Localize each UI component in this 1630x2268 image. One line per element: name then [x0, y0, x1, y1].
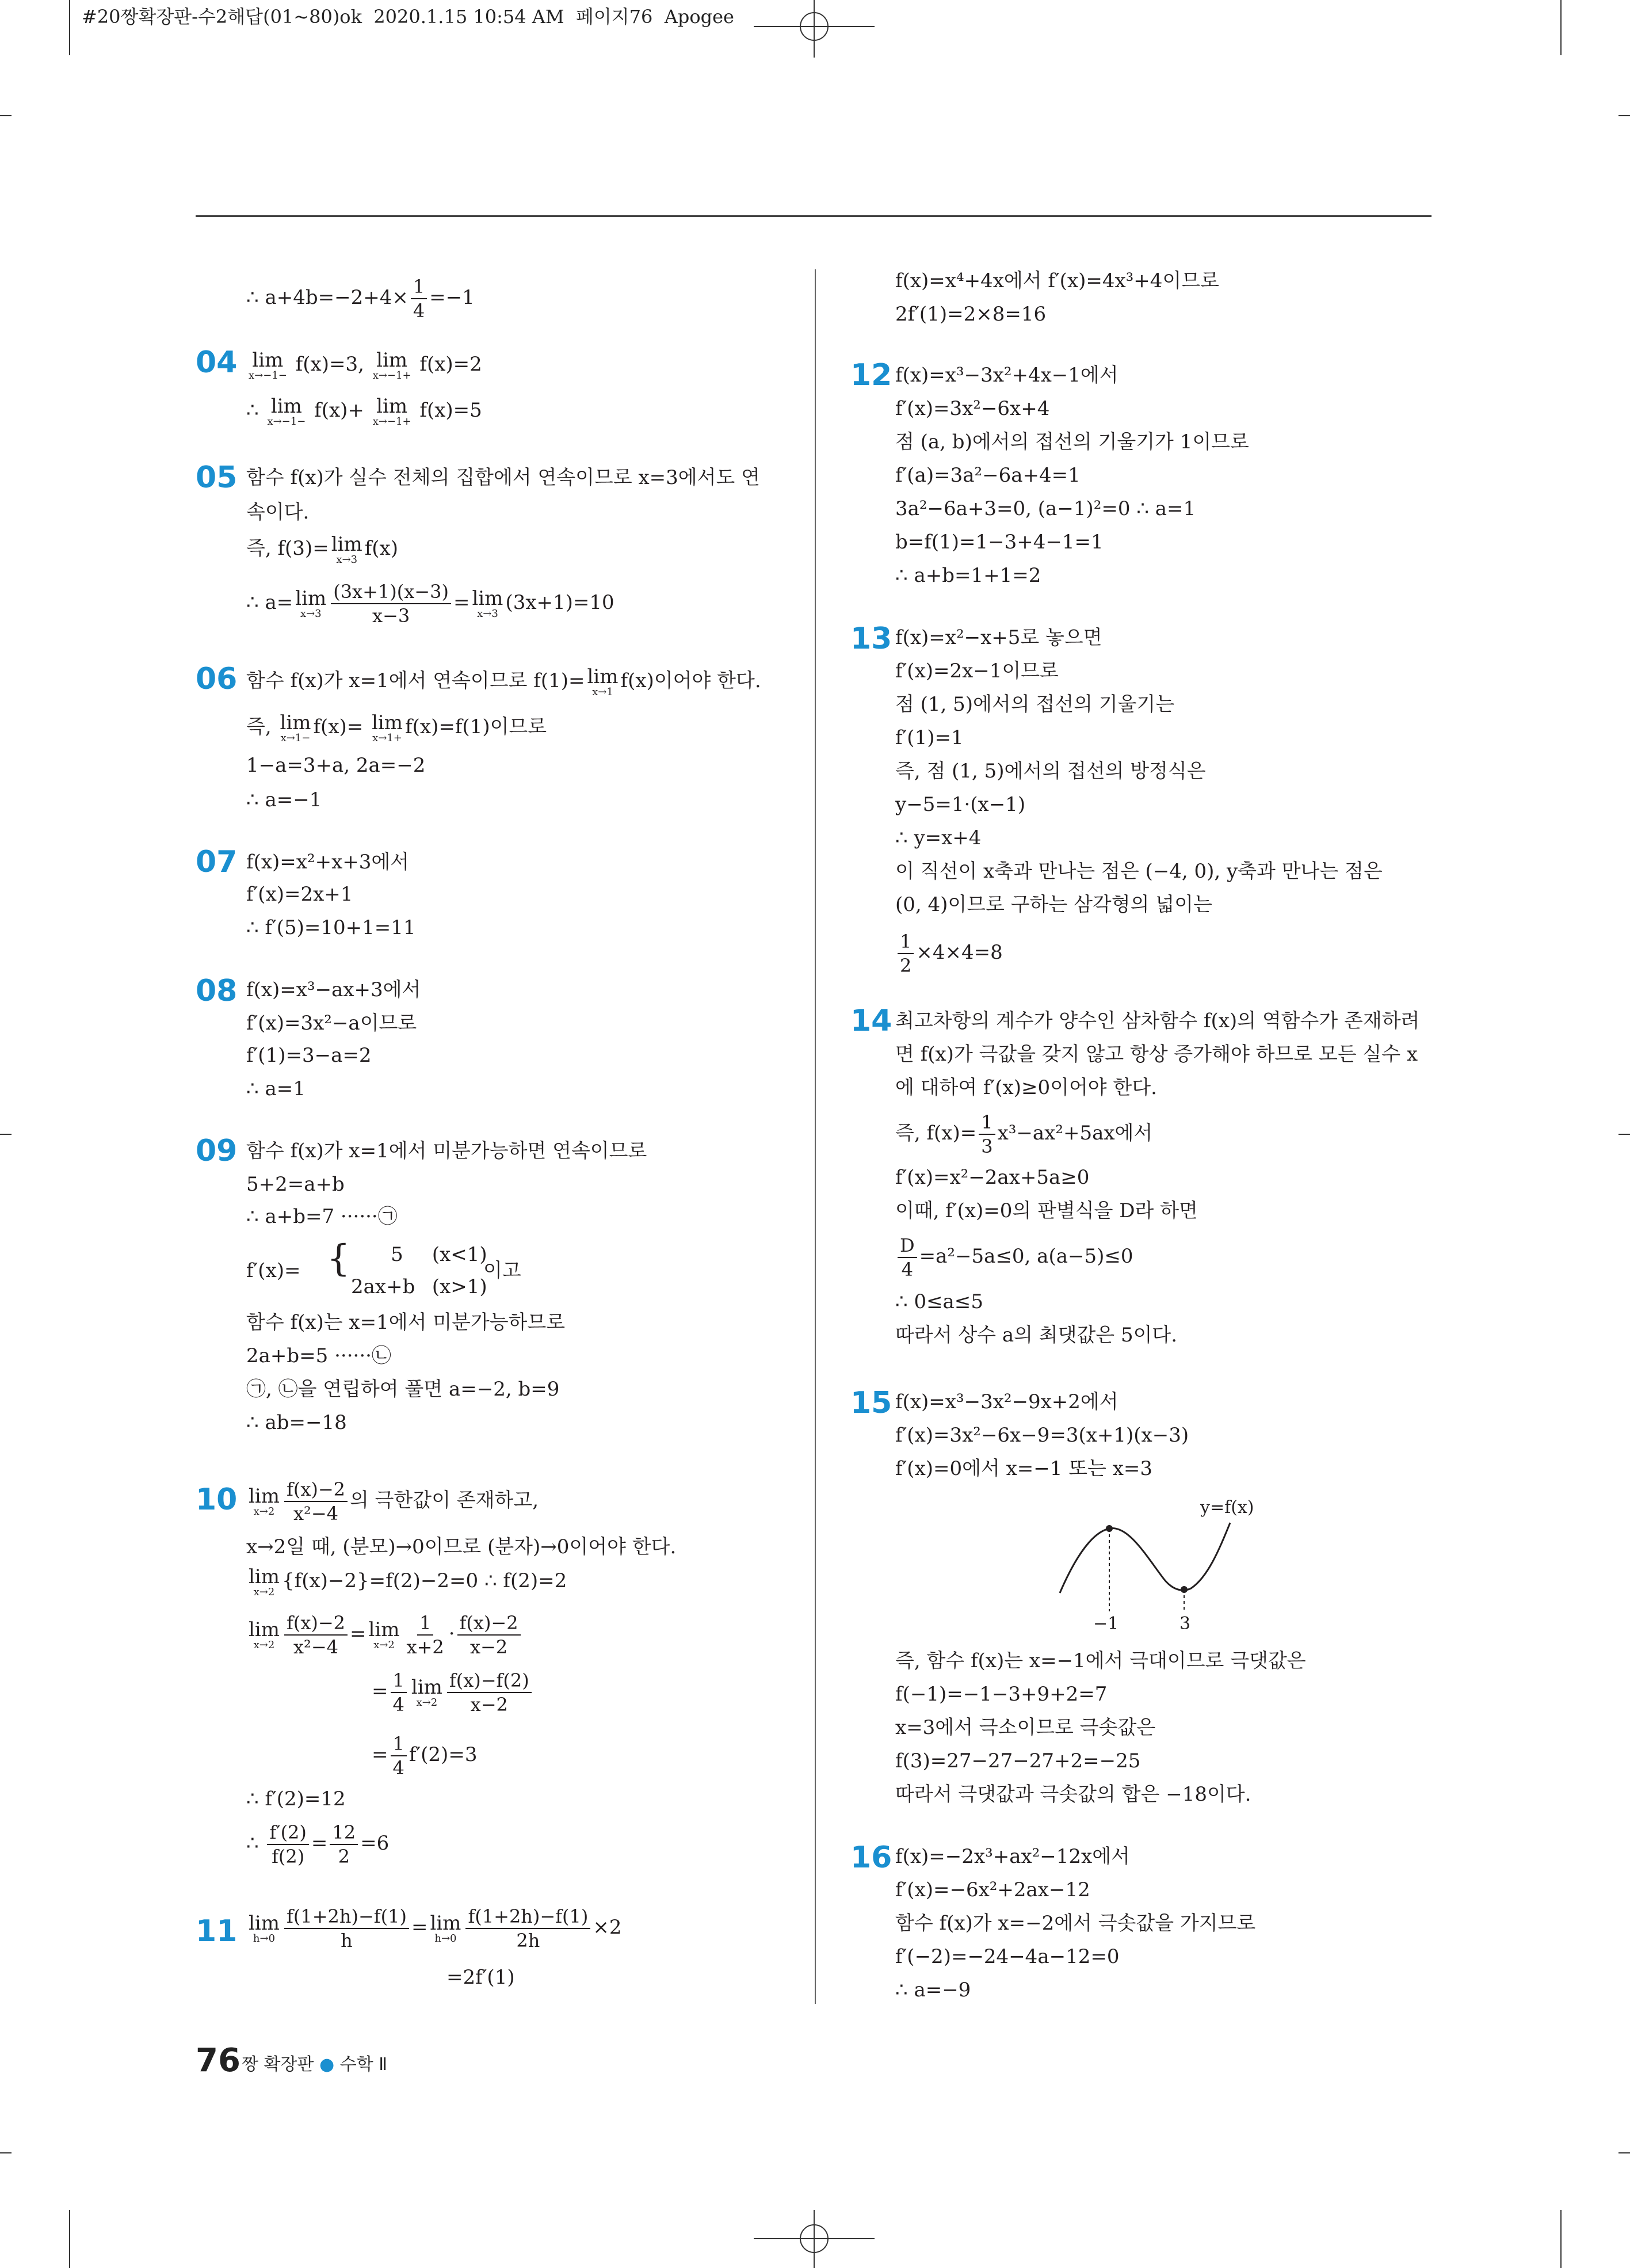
solution-line: f′(1)=1 — [895, 726, 964, 749]
solution-line: x=3에서 극소이므로 극솟값은 — [895, 1716, 1156, 1739]
problem-number: 12 — [850, 358, 892, 392]
solution-line: 5+2=a+b — [246, 1173, 345, 1196]
solution-line: = $\frac{1}{4}$ lim x→2 $\frac{f(x)-f(2)}{x-2}$ — [372, 1669, 534, 1716]
tick-label: −1 — [1093, 1614, 1119, 1634]
crop-mark — [69, 0, 70, 55]
problem-number: 09 — [196, 1134, 238, 1168]
solution-line: ∴ a+b=1+1=2 — [895, 564, 1041, 587]
solution-line: 즉, 점 (1, 5)에서의 접선의 방정식은 — [895, 760, 1206, 783]
crop-mark — [1618, 1134, 1630, 1135]
crop-mark — [69, 2210, 70, 2268]
fraction: $\frac{(3x+1)(x-3)}{x-3}$ — [331, 580, 451, 627]
solution-line: lim x→−1− f(x)=3, lim x→−1+ f(x)=2 — [249, 349, 482, 382]
solution-line: f(x)=x³−3x²+4x−1에서 — [895, 364, 1119, 387]
solution-line: f′(−2)=−24−4a−12=0 — [895, 1945, 1120, 1968]
solution-line: f′(x)=2x+1 — [246, 883, 353, 906]
solution-line: 따라서 극댓값과 극솟값의 합은 −18이다. — [895, 1783, 1251, 1806]
solution-line: f(x)=−2x³+ax²−12x에서 — [895, 1845, 1130, 1868]
bullet-icon: ● — [319, 2054, 335, 2075]
problem-number: 13 — [850, 622, 892, 656]
solution-line: 즉, lim x→1− f(x)= lim x→1+ f(x)=f(1)이므로 — [246, 711, 547, 744]
header-rule — [196, 215, 1432, 217]
problem-number: 10 — [196, 1482, 238, 1517]
solution-line: 함수 f(x)가 x=1에서 미분가능하면 연속이므로 — [246, 1139, 647, 1162]
crop-mark — [0, 115, 12, 116]
solution-line: ∴ f′(2)=12 — [246, 1787, 346, 1810]
solution-line: f′(x)= — [246, 1259, 301, 1282]
solution-line: (0, 4)이므로 구하는 삼각형의 넓이는 — [895, 893, 1212, 916]
crop-mark — [0, 1134, 12, 1135]
problem-number: 08 — [196, 974, 238, 1008]
solution-line: f(x)=x⁴+4x에서 f′(x)=4x³+4이므로 — [895, 269, 1219, 292]
crop-mark — [1560, 2210, 1562, 2268]
solution-line: f′(x)=3x²−6x−9=3(x+1)(x−3) — [895, 1424, 1189, 1447]
solution-line: f′(x)=0에서 x=−1 또는 x=3 — [895, 1457, 1153, 1480]
solution-line: 면 f(x)가 극값을 갖지 않고 항상 증가해야 하므로 모든 실수 x — [895, 1043, 1418, 1066]
solution-line: 즉, 함수 f(x)는 x=−1에서 극대이므로 극댓값은 — [895, 1649, 1306, 1672]
solution-line: f(3)=27−27−27+2=−25 — [895, 1749, 1141, 1773]
solution-line: 즉, f(x)= $\frac{1}{3}$ x³−ax²+5ax에서 — [895, 1111, 1153, 1157]
solution-line: 점 (a, b)에서의 접선의 기울기가 1이므로 — [895, 430, 1249, 453]
solution-line: lim h→0 $\frac{f(1+2h)-f(1)}{h}$ = lim h→0 $\frac{f(1+2h)-f(1)}{2h}$ ×2 — [249, 1905, 622, 1951]
solution-line: 에 대하여 f′(x)≥0이어야 한다. — [895, 1076, 1157, 1099]
solution-line: 3a²−6a+3=0, (a−1)²=0 ∴ a=1 — [895, 497, 1196, 520]
solution-line: 2a+b=5 ······㉡ — [246, 1344, 391, 1367]
solution-line: f(x)=x³−ax+3에서 — [246, 978, 421, 1001]
solution-line: 함수 f(x)가 x=−2에서 극솟값을 가지므로 — [895, 1912, 1256, 1935]
solution-line: 따라서 상수 a의 최댓값은 5이다. — [895, 1324, 1178, 1347]
solution-line: ∴ $\frac{f'(2)}{f(2)}$ = $\frac{12}{2}$ =6 — [246, 1821, 390, 1867]
crop-mark — [1618, 2152, 1630, 2153]
solution-line: 즉, f(3)= lim x→3 f(x) — [246, 533, 398, 566]
piece-line: 2ax+b (x>1) — [351, 1275, 487, 1298]
solution-line: 함수 f(x)가 실수 전체의 집합에서 연속이므로 x=3에서도 연 — [246, 466, 760, 489]
pre-line: ∴ a+4b=−2+4× $\frac{1}{4}$ =−1 — [246, 276, 475, 322]
piece-line: 5 (x<1) — [391, 1243, 487, 1266]
graph-label: y=f(x) — [1200, 1497, 1254, 1518]
problem-number: 06 — [196, 662, 238, 696]
curve — [1060, 1523, 1230, 1593]
solution-line: b=f(1)=1−3+4−1=1 — [895, 531, 1104, 554]
registration-mark-bottom — [754, 2210, 875, 2268]
page-number: 76 — [196, 2042, 241, 2079]
solution-line: f(x)=x³−3x²−9x+2에서 — [895, 1390, 1119, 1413]
solution-line: ∴ 0≤a≤5 — [895, 1290, 983, 1313]
column-divider — [815, 269, 816, 2004]
brace: { — [327, 1237, 350, 1280]
solution-line: y−5=1·(x−1) — [895, 793, 1026, 816]
problem-number: 15 — [850, 1386, 892, 1420]
solution-line: lim x→2 $\frac{f(x)-2}{\text{x²−4}}$ 의 극한값이 존재하고, — [249, 1478, 539, 1524]
solution-line: 속이다. — [246, 501, 310, 524]
solution-line: lim x→2 {f(x)−2}=f(2)−2=0 ∴ f(2)=2 — [249, 1565, 567, 1598]
solution-line: ∴ lim x→−1− f(x)+ lim x→−1+ f(x)=5 — [246, 395, 482, 428]
solution-line: ∴ ab=−18 — [246, 1411, 347, 1434]
print-slug: #20짱확장판-수2해답(01~80)ok 2020.1.15 10:54 AM 페이지76 Apogee — [82, 6, 734, 28]
solution-line: $\frac{D}{4}$ =a²−5a≤0, a(a−5)≤0 — [895, 1234, 1133, 1281]
solution-line: 이때, f′(x)=0의 판별식을 D라 하면 — [895, 1199, 1198, 1222]
problem-number: 14 — [850, 1004, 892, 1038]
solution-line: f′(1)=3−a=2 — [246, 1044, 372, 1067]
registration-mark-top — [754, 0, 875, 58]
solution-line: lim x→2 $\frac{f(x)-2}{\text{x²−4}}$ = lim x→2 $\frac{1}{x+2}$ · $\frac{f(x)-2}{x-2}$ — [246, 1611, 523, 1659]
problem-number: 11 — [196, 1914, 238, 1949]
solution-line: f′(x)=3x²−a이므로 — [246, 1012, 417, 1035]
solution-line: 이 직선이 x축과 만나는 점은 (−4, 0), y축과 만나는 점은 — [895, 860, 1383, 883]
solution-line: f′(x)=−6x²+2ax−12 — [895, 1878, 1090, 1901]
problem-number: 04 — [196, 345, 238, 380]
solution-line: = $\frac{1}{4}$ f′(2)=3 — [372, 1733, 478, 1779]
footer-title: 짱 확장판 ● 수학 Ⅱ — [242, 2054, 388, 2075]
fraction: $\frac{1}{4}$ — [411, 275, 427, 322]
solution-line: 함수 f(x)는 x=1에서 미분가능하므로 — [246, 1311, 566, 1334]
solution-line: 이고 — [483, 1259, 521, 1282]
solution-line: 1−a=3+a, 2a=−2 — [246, 754, 426, 777]
solution-line: 점 (1, 5)에서의 접선의 기울기는 — [895, 693, 1175, 716]
tick-label: 3 — [1179, 1614, 1191, 1634]
solution-line: 함수 f(x)가 x=1에서 연속이므로 f(1)= lim x→1 f(x)이어야 한다. — [246, 665, 761, 698]
solution-line: ㉠, ㉡을 연립하여 풀면 a=−2, b=9 — [246, 1378, 560, 1401]
solution-line: ∴ a=−1 — [246, 788, 322, 811]
solution-line: x→2일 때, (분모)→0이므로 (분자)→0이어야 한다. — [246, 1535, 677, 1558]
local-min-point — [1181, 1586, 1188, 1593]
solution-line: 2f′(1)=2×8=16 — [895, 303, 1047, 326]
solution-line: f(x)=x²−x+5로 놓으면 — [895, 626, 1102, 649]
solution-line: ∴ a= lim x→3 $\frac{(3x+1)(x-3)}{x-3}$ = lim x→3 (3x+1)=10 — [246, 581, 614, 627]
solution-line: 최고차항의 계수가 양수인 삼차함수 f(x)의 역함수가 존재하려 — [895, 1009, 1420, 1032]
solution-line: ∴ a+b=7 ······㉠ — [246, 1205, 398, 1228]
solution-line: f′(x)=2x−1이므로 — [895, 660, 1059, 683]
solution-line: =2f′(1) — [446, 1966, 515, 1989]
solution-line: f′(x)=3x²−6x+4 — [895, 397, 1050, 420]
solution-line: f′(x)=x²−2ax+5a≥0 — [895, 1166, 1090, 1189]
solution-line: ∴ y=x+4 — [895, 826, 982, 849]
solution-line: ∴ a=1 — [246, 1077, 306, 1100]
problem-number: 05 — [196, 460, 238, 495]
solution-line: f(x)=x²+x+3에서 — [246, 851, 410, 874]
crop-mark — [0, 2152, 12, 2153]
solution-line: f′(a)=3a²−6a+4=1 — [895, 464, 1081, 487]
crop-mark — [1560, 0, 1562, 55]
solution-line: ∴ f′(5)=10+1=11 — [246, 916, 416, 939]
problem-number: 07 — [196, 845, 238, 879]
local-max-point — [1106, 1525, 1113, 1532]
problem-number: 16 — [850, 1840, 892, 1875]
crop-mark — [1618, 115, 1630, 116]
solution-line: $\frac{1}{2}$ ×4×4=8 — [895, 930, 1003, 977]
solution-line: ∴ a=−9 — [895, 1979, 971, 2002]
solution-line: f(−1)=−1−3+9+2=7 — [895, 1683, 1108, 1706]
